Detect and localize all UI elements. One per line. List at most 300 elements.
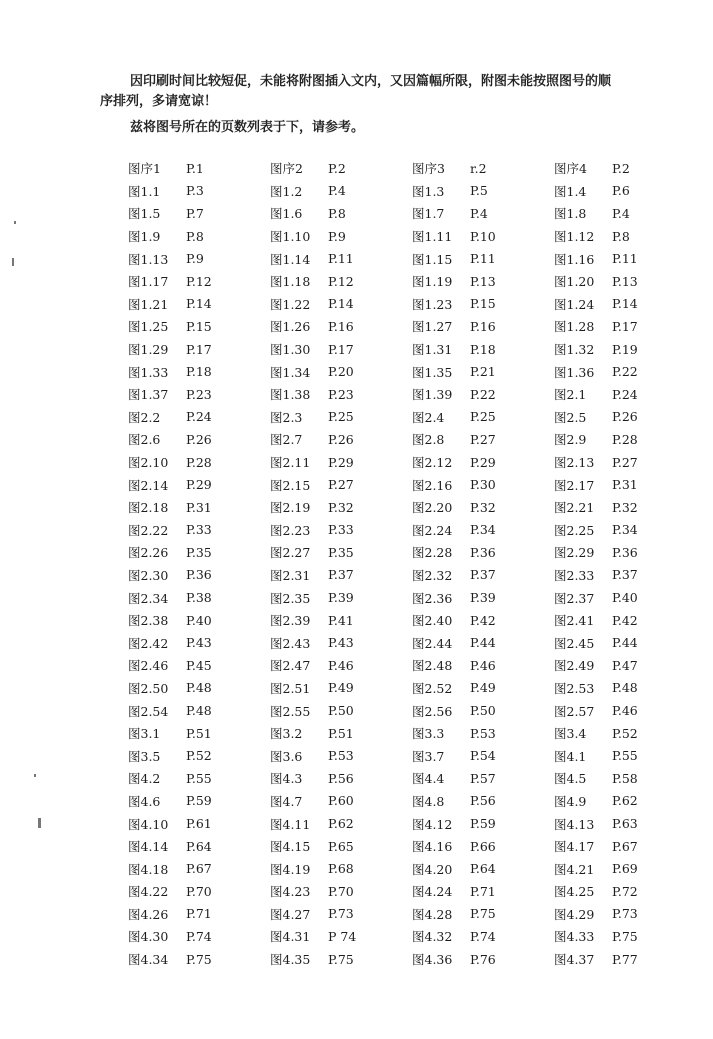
- table-entry: [554, 406, 696, 429]
- figure-page-table: [128, 157, 696, 970]
- figure-number: 图1.12: [554, 229, 595, 245]
- figure-number: 图2.28: [412, 545, 453, 561]
- page-number: P.15: [470, 296, 496, 312]
- page-number: P.50: [470, 703, 496, 719]
- table-entry: [270, 790, 412, 813]
- table-entry: [554, 157, 696, 180]
- figure-number: 图4.4: [412, 771, 445, 787]
- figure-number: 图1.4: [554, 183, 587, 199]
- page-number: P.27: [470, 431, 496, 447]
- page-number: P.13: [470, 273, 496, 289]
- table-entry: [128, 180, 270, 203]
- figure-number: 图1.34: [270, 364, 311, 380]
- page-number: P.40: [186, 612, 212, 628]
- page-number: P.31: [186, 499, 212, 515]
- page-number: P.56: [328, 770, 354, 786]
- figure-number: 图2.37: [554, 590, 595, 606]
- table-entry: [554, 835, 696, 858]
- table-entry: [412, 383, 554, 406]
- table-entry: [412, 428, 554, 451]
- page-number: P.25: [328, 409, 354, 425]
- page-number: P.63: [612, 816, 638, 832]
- page-number: P.74: [186, 928, 212, 944]
- figure-number: 图4.23: [270, 884, 311, 900]
- page-number: P.23: [328, 386, 354, 402]
- intro-line-3: 兹将图号所在的页数列表于下，请参考。: [130, 120, 365, 135]
- page-number: P.10: [470, 228, 496, 244]
- figure-number: 图1.35: [412, 364, 453, 380]
- page-number: P.47: [612, 657, 638, 673]
- figure-number: 图2.2: [128, 409, 161, 425]
- figure-number: 图序3: [412, 161, 445, 177]
- page-number: P.75: [612, 928, 638, 944]
- page-number: P.57: [470, 770, 496, 786]
- page-number: P.4: [470, 205, 488, 221]
- table-entry: [270, 496, 412, 519]
- page-number: P.75: [186, 951, 212, 967]
- table-entry: [554, 654, 696, 677]
- table-entry: [412, 677, 554, 700]
- table-entry: [412, 654, 554, 677]
- page-number: P.11: [612, 251, 638, 267]
- table-entry: [412, 180, 554, 203]
- figure-number: 图4.13: [554, 816, 595, 832]
- table-entry: [270, 360, 412, 383]
- page-number: P.59: [186, 793, 212, 809]
- figure-number: 图4.18: [128, 861, 169, 877]
- figure-number: 图2.33: [554, 567, 595, 583]
- scan-speck: [14, 221, 16, 224]
- table-entry: [270, 812, 412, 835]
- figure-number: 图2.50: [128, 680, 169, 696]
- table-entry: [412, 631, 554, 654]
- page-number: P.4: [328, 183, 346, 199]
- figure-number: 图3.4: [554, 726, 587, 742]
- table-entry: [270, 315, 412, 338]
- table-entry: [128, 338, 270, 361]
- table-entry: [412, 541, 554, 564]
- figure-number: 图4.27: [270, 906, 311, 922]
- table-entry: [128, 744, 270, 767]
- table-entry: [128, 586, 270, 609]
- table-entry: [270, 564, 412, 587]
- table-entry: [270, 631, 412, 654]
- table-entry: [128, 654, 270, 677]
- figure-number: 图1.1: [128, 183, 161, 199]
- page-number: P.26: [186, 431, 212, 447]
- figure-number: 图4.6: [128, 793, 161, 809]
- table-entry: [270, 406, 412, 429]
- figure-number: 图2.57: [554, 703, 595, 719]
- page-number: P.24: [612, 386, 638, 402]
- figure-number: 图3.7: [412, 748, 445, 764]
- table-entry: [554, 699, 696, 722]
- table-entry: [412, 315, 554, 338]
- figure-number: 图2.42: [128, 635, 169, 651]
- table-entry: [128, 247, 270, 270]
- table-entry: [270, 383, 412, 406]
- page-number: P.20: [328, 364, 354, 380]
- figure-number: 图2.53: [554, 680, 595, 696]
- figure-number: 图2.32: [412, 567, 453, 583]
- figure-number: 图2.36: [412, 590, 453, 606]
- table-entry: [412, 247, 554, 270]
- table-entry: [270, 767, 412, 790]
- page-number: P.74: [470, 928, 496, 944]
- figure-number: 图1.15: [412, 251, 453, 267]
- figure-number: 图4.35: [270, 952, 311, 968]
- page-number: P.43: [186, 635, 212, 651]
- table-entry: [270, 157, 412, 180]
- figure-number: 图2.30: [128, 567, 169, 583]
- page-number: P.5: [470, 183, 488, 199]
- table-entry: [554, 857, 696, 880]
- table-entry: [270, 225, 412, 248]
- table-entry: [412, 925, 554, 948]
- page-number: P.21: [470, 364, 496, 380]
- figure-number: 图4.7: [270, 793, 303, 809]
- figure-number: 图1.21: [128, 296, 169, 312]
- figure-number: 图2.5: [554, 409, 587, 425]
- table-entry: [554, 519, 696, 542]
- figure-number: 图2.3: [270, 409, 303, 425]
- table-entry: [128, 496, 270, 519]
- table-entry: [412, 473, 554, 496]
- page-number: P.8: [328, 205, 346, 221]
- page-number: P 74: [328, 928, 357, 944]
- table-entry: [412, 451, 554, 474]
- table-entry: [128, 406, 270, 429]
- table-entry: [412, 157, 554, 180]
- page-number: P.12: [328, 273, 354, 289]
- page-number: P.51: [328, 725, 354, 741]
- figure-number: 图1.23: [412, 296, 453, 312]
- figure-number: 图2.20: [412, 500, 453, 516]
- figure-number: 图4.20: [412, 861, 453, 877]
- figure-number: 图2.46: [128, 658, 169, 674]
- figure-number: 图2.14: [128, 477, 169, 493]
- page-number: P.26: [328, 431, 354, 447]
- page-number: P.12: [186, 273, 212, 289]
- page-number: P.6: [612, 183, 630, 199]
- page-number: P.33: [328, 522, 354, 538]
- figure-number: 图2.35: [270, 590, 311, 606]
- figure-number: 图4.15: [270, 839, 311, 855]
- page-number: r.2: [470, 160, 487, 176]
- page-number: P.58: [612, 770, 638, 786]
- table-entry: [554, 880, 696, 903]
- figure-number: 图2.43: [270, 635, 311, 651]
- table-entry: [412, 270, 554, 293]
- table-entry: [128, 451, 270, 474]
- figure-number: 图1.9: [128, 229, 161, 245]
- figure-number: 图1.17: [128, 274, 169, 290]
- page-number: P.60: [328, 793, 354, 809]
- page-number: P.37: [470, 567, 496, 583]
- figure-number: 图2.8: [412, 432, 445, 448]
- table-entry: [128, 812, 270, 835]
- page-number: P.34: [470, 522, 496, 538]
- table-entry: [270, 857, 412, 880]
- figure-number: 图4.11: [270, 816, 311, 832]
- figure-number: 图3.6: [270, 748, 303, 764]
- page-number: P.45: [186, 657, 212, 673]
- page-number: P.67: [186, 861, 212, 877]
- table-entry: [270, 247, 412, 270]
- figure-number: 图4.1: [554, 748, 587, 764]
- table-entry: [412, 948, 554, 971]
- page-number: P.42: [612, 612, 638, 628]
- page-number: P.29: [186, 477, 212, 493]
- table-entry: [128, 880, 270, 903]
- page-number: P.75: [328, 951, 354, 967]
- page-number: P.4: [612, 205, 630, 221]
- table-entry: [128, 857, 270, 880]
- table-entry: [128, 835, 270, 858]
- figure-number: 图1.10: [270, 229, 311, 245]
- page-number: P.38: [186, 590, 212, 606]
- page-number: P.29: [328, 454, 354, 470]
- table-entry: [128, 677, 270, 700]
- table-entry: [270, 586, 412, 609]
- page-number: P.71: [186, 906, 212, 922]
- figure-number: 图2.49: [554, 658, 595, 674]
- page-number: P.40: [612, 590, 638, 606]
- figure-number: 图2.7: [270, 432, 303, 448]
- table-entry: [554, 315, 696, 338]
- table-entry: [128, 699, 270, 722]
- figure-number: 图1.5: [128, 206, 161, 222]
- figure-number: 图1.3: [412, 183, 445, 199]
- page-number: P.7: [186, 205, 204, 221]
- table-entry: [554, 564, 696, 587]
- figure-number: 图2.10: [128, 455, 169, 471]
- table-entry: [412, 722, 554, 745]
- figure-number: 图4.9: [554, 793, 587, 809]
- page-number: P.72: [612, 883, 638, 899]
- table-entry: [554, 360, 696, 383]
- figure-number: 图2.21: [554, 500, 595, 516]
- page-number: P.42: [470, 612, 496, 628]
- page-number: P.33: [186, 522, 212, 538]
- intro-line-1: 因印刷时间比较短促，未能将附图插入文内，又因篇幅所限，附图未能按照图号的顺: [130, 74, 612, 89]
- page-number: P.17: [328, 341, 354, 357]
- intro-paragraph: [100, 72, 690, 138]
- table-entry: [128, 948, 270, 971]
- figure-number: 图4.37: [554, 952, 595, 968]
- figure-number: 图2.26: [128, 545, 169, 561]
- page-number: P.48: [186, 703, 212, 719]
- figure-number: 图2.54: [128, 703, 169, 719]
- table-entry: [270, 451, 412, 474]
- table-entry: [554, 948, 696, 971]
- figure-number: 图2.40: [412, 613, 453, 629]
- figure-number: 图4.36: [412, 952, 453, 968]
- figure-number: 图4.12: [412, 816, 453, 832]
- page-number: P.71: [470, 883, 496, 899]
- figure-number: 图2.23: [270, 522, 311, 538]
- table-entry: [270, 541, 412, 564]
- table-entry: [270, 722, 412, 745]
- figure-number: 图4.22: [128, 884, 169, 900]
- table-entry: [412, 767, 554, 790]
- figure-number: 图4.28: [412, 906, 453, 922]
- table-entry: [128, 315, 270, 338]
- figure-number: 图4.16: [412, 839, 453, 855]
- table-entry: [270, 925, 412, 948]
- figure-number: 图4.26: [128, 906, 169, 922]
- page-number: P.18: [186, 364, 212, 380]
- page-number: P.53: [470, 725, 496, 741]
- figure-number: 图2.19: [270, 500, 311, 516]
- page-number: P.24: [186, 409, 212, 425]
- table-entry: [554, 925, 696, 948]
- figure-number: 图2.16: [412, 477, 453, 493]
- table-entry: [128, 722, 270, 745]
- table-entry: [128, 157, 270, 180]
- figure-number: 图1.24: [554, 296, 595, 312]
- figure-number: 图1.29: [128, 342, 169, 358]
- page-number: P.46: [328, 657, 354, 673]
- page-number: P.46: [612, 703, 638, 719]
- table-entry: [412, 564, 554, 587]
- table-entry: [128, 270, 270, 293]
- scan-speck: [38, 818, 41, 828]
- page-number: P.34: [612, 522, 638, 538]
- page-number: P.70: [328, 883, 354, 899]
- table-entry: [554, 202, 696, 225]
- page-number: P.55: [186, 770, 212, 786]
- figure-number: 图4.29: [554, 906, 595, 922]
- table-entry: [270, 609, 412, 632]
- table-entry: [554, 677, 696, 700]
- page-number: P.68: [328, 861, 354, 877]
- page-number: P.76: [470, 951, 496, 967]
- figure-number: 图4.34: [128, 952, 169, 968]
- page-number: P.2: [328, 160, 346, 176]
- figure-number: 图2.38: [128, 613, 169, 629]
- page-number: P.35: [186, 544, 212, 560]
- figure-number: 图1.36: [554, 364, 595, 380]
- figure-number: 图4.19: [270, 861, 311, 877]
- page-number: P.49: [470, 680, 496, 696]
- page-number: P.37: [328, 567, 354, 583]
- page-number: P.31: [612, 477, 638, 493]
- figure-number: 图2.29: [554, 545, 595, 561]
- figure-number: 图4.2: [128, 771, 161, 787]
- page-number: P.17: [186, 341, 212, 357]
- table-entry: [128, 541, 270, 564]
- page-number: P.36: [612, 544, 638, 560]
- page-number: P.32: [328, 499, 354, 515]
- table-entry: [128, 790, 270, 813]
- figure-number: 图2.41: [554, 613, 595, 629]
- figure-number: 图1.27: [412, 319, 453, 335]
- figure-number: 图4.21: [554, 861, 595, 877]
- figure-number: 图2.17: [554, 477, 595, 493]
- page-number: P.14: [612, 296, 638, 312]
- figure-number: 图3.1: [128, 726, 161, 742]
- page-number: P.41: [328, 612, 354, 628]
- figure-number: 图2.15: [270, 477, 311, 493]
- figure-number: 图2.34: [128, 590, 169, 606]
- table-entry: [554, 609, 696, 632]
- page-number: P.18: [470, 341, 496, 357]
- table-entry: [128, 225, 270, 248]
- table-entry: [412, 360, 554, 383]
- page-number: P.37: [612, 567, 638, 583]
- table-entry: [412, 202, 554, 225]
- page-number: P.28: [612, 431, 638, 447]
- page-number: P.65: [328, 838, 354, 854]
- page-number: P.32: [612, 499, 638, 515]
- figure-number: 图2.1: [554, 387, 587, 403]
- table-entry: [412, 338, 554, 361]
- table-entry: [128, 473, 270, 496]
- page-number: P.39: [328, 590, 354, 606]
- figure-number: 图4.31: [270, 929, 311, 945]
- table-entry: [554, 903, 696, 926]
- table-entry: [270, 270, 412, 293]
- page-number: P.17: [612, 318, 638, 334]
- table-entry: [270, 473, 412, 496]
- table-entry: [554, 247, 696, 270]
- page-number: P.61: [186, 816, 212, 832]
- page-number: P.77: [612, 951, 638, 967]
- page-number: P.52: [186, 748, 212, 764]
- page-number: P.36: [186, 567, 212, 583]
- figure-number: 图2.44: [412, 635, 453, 651]
- figure-number: 图1.14: [270, 251, 311, 267]
- figure-number: 图4.3: [270, 771, 303, 787]
- figure-number: 图2.12: [412, 455, 453, 471]
- page-number: P.1: [186, 160, 204, 176]
- figure-number: 图1.26: [270, 319, 311, 335]
- table-entry: [128, 903, 270, 926]
- figure-number: 图1.22: [270, 296, 311, 312]
- figure-number: 图1.19: [412, 274, 453, 290]
- figure-number: 图2.27: [270, 545, 311, 561]
- figure-number: 图2.24: [412, 522, 453, 538]
- table-entry: [270, 202, 412, 225]
- table-entry: [128, 519, 270, 542]
- figure-number: 图序1: [128, 161, 161, 177]
- page-number: P.14: [328, 296, 354, 312]
- figure-number: 图4.33: [554, 929, 595, 945]
- table-entry: [412, 812, 554, 835]
- figure-number: 图2.39: [270, 613, 311, 629]
- table-entry: [270, 293, 412, 316]
- table-entry: [554, 451, 696, 474]
- figure-number: 图1.16: [554, 251, 595, 267]
- table-entry: [554, 496, 696, 519]
- page-number: P.66: [470, 838, 496, 854]
- table-entry: [270, 428, 412, 451]
- page-number: P.35: [328, 544, 354, 560]
- page-number: P.19: [612, 341, 638, 357]
- page-number: P.16: [328, 318, 354, 334]
- table-entry: [270, 677, 412, 700]
- figure-number: 图1.6: [270, 206, 303, 222]
- table-entry: [554, 293, 696, 316]
- page-number: P.22: [470, 386, 496, 402]
- page-number: P.52: [612, 725, 638, 741]
- figure-number: 图1.28: [554, 319, 595, 335]
- table-entry: [270, 880, 412, 903]
- table-entry: [554, 473, 696, 496]
- table-entry: [412, 857, 554, 880]
- figure-number: 图1.25: [128, 319, 169, 335]
